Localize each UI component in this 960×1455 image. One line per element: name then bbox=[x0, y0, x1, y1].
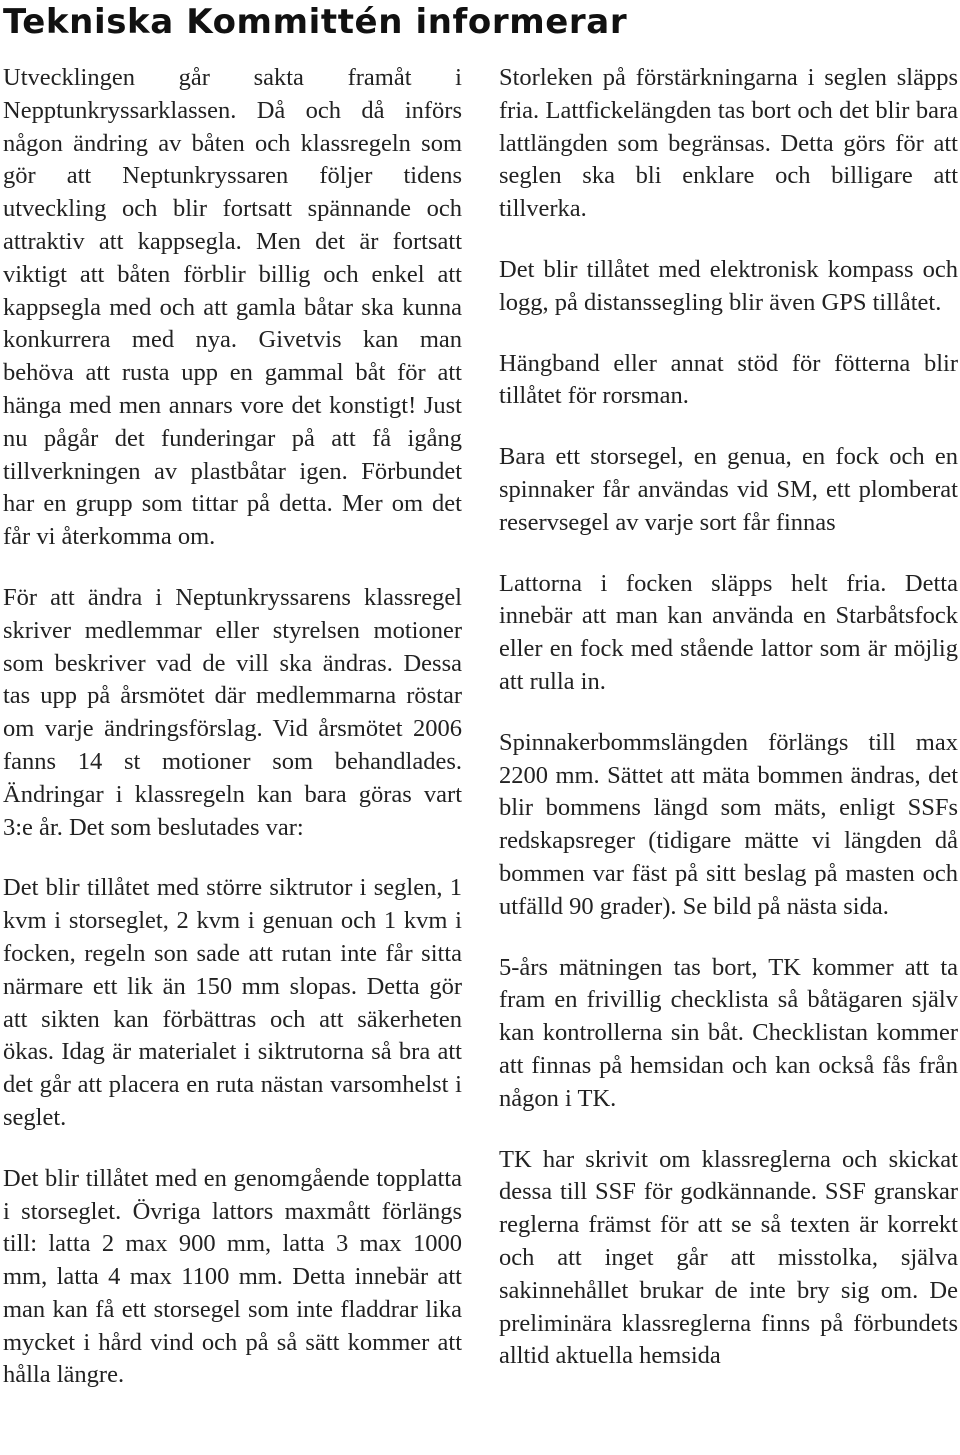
paragraph-intro: Utvecklingen går sakta framåt i Nepptunkryssarklassen. Då och då införs någon ändring av båten och klassregeln som gör att Neptunkryssaren följer tidens utveckling och blir fortsatt spännande och attraktiv att kappsegla. Men det är fortsatt viktigt att båten förblir billig och enkel att kappsegla med och att gamla båtar ska kunna konkurrera med nya. Givetvis kan man behöva att rusta upp en gammal båt för att hänga med men annars vore det konstigt! Just nu pågår det funderingar på att få igång tillverkningen av plastbåtar igen. Förbundet har en grupp som tittar på detta. Mer om det får vi återkomma om. bbox=[3, 64, 462, 551]
paragraph-window-panels: Det blir tillåtet med större siktrutor i seglen, 1 kvm i storseglet, 2 kvm i genuan och 1 kvm i focken, regeln son sade att rutan inte får sitta närmare ett lik än 150 mm slopas. Detta gör att sikten kan förbättras och att säkerheten ökas. Idag är materialet i siktrutorna så bra att det går att placera en ruta nästan varsomhelst i seglet. bbox=[3, 874, 462, 1131]
paragraph-spinnaker-pole: Spinnakerbommslängden förlängs till max 2200 mm. Sättet att mäta bommen ändras, det blir bommens längd som mäts, enligt SSFs redskapsreger (tidigare mätte vi längden då bommen var fäst på sitt beslag på masten och utfälld 90 grader). Se bild på nästa sida. bbox=[499, 728, 958, 920]
paragraph-sm-sails: Bara ett storsegel, en genua, en fock och en spinnaker får användas vid SM, ett plomberat reservsegel av varje sort får finnas bbox=[499, 443, 958, 536]
paragraph-electronics: Det blir tillåtet med elektronisk kompass och logg, på distanssegling blir även GPS tillåtet. bbox=[499, 255, 958, 316]
paragraph-reinforcements: Storleken på förstärkningarna i seglen släpps fria. Lattfickelängden tas bort och det blir bara lattlängden som begränsas. Detta görs för att seglen ska bli enklare och billigare att tillverka. bbox=[499, 64, 958, 223]
left-column bbox=[3, 62, 462, 1420]
page-title: Tekniska Kommittén informerar bbox=[3, 2, 628, 42]
paragraph-hiking-straps: Hängband eller annat stöd för fötterna blir tillåtet för rorsman. bbox=[499, 349, 958, 410]
paragraph-battens: Det blir tillåtet med en genomgående topplatta i storseglet. Övriga lattors maxmått förlängs till: latta 2 max 900 mm, latta 3 max 1000 mm, latta 4 max 1100 mm. Detta innebär att man kan få ett storsegel som inte fladdrar lika mycket i hård vind och på så sätt kommer att hålla längre. bbox=[3, 1164, 462, 1389]
right-column bbox=[499, 62, 958, 1401]
paragraph-measurement: 5-års mätningen tas bort, TK kommer att ta fram en frivillig checklista så båtägaren själv kan kontrollerna sin båt. Checklistan kommer att finnas på hemsidan och kan också fås från någon i TK. bbox=[499, 953, 958, 1112]
paragraph-jib-battens: Lattorna i focken släpps helt fria. Detta innebär att man kan använda en Starbåtsfock eller en fock med stående lattor som är möjlig att rulla in. bbox=[499, 569, 958, 695]
paragraph-motions: För att ändra i Neptunkryssarens klassregel skriver medlemmar eller styrelsen motioner som beskriver vad de vill ska ändras. Dessa tas upp på årsmötet där medlemmarna röstar om varje ändringsförslag. Vid årsmötet 2006 fanns 14 st motioner som behandlades. Ändringar i klassregeln kan bara göras vart 3:e år. Det som beslutades var: bbox=[3, 583, 462, 841]
paragraph-class-rules: TK har skrivit om klassreglerna och skickat dessa till SSF för godkännande. SSF granskar reglerna främst för att se så texten är korrekt och att inget går att misstolka, själva sakinnehållet brukar de inte bry sig om. De preliminära klassreglerna finns på förbundets alltid aktuella hemsida bbox=[499, 1145, 958, 1370]
